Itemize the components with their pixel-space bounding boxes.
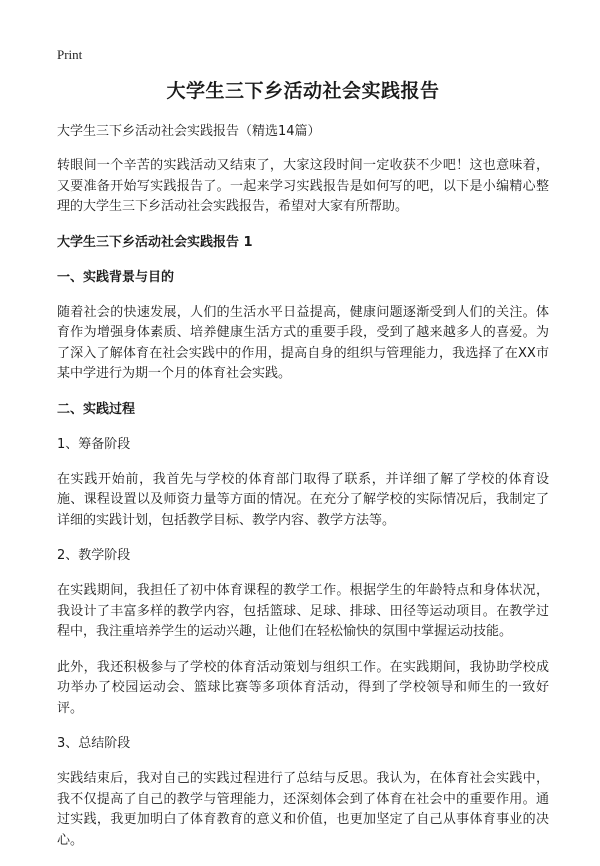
preparation-paragraph: 在实践开始前，我首先与学校的体育部门取得了联系，并详细了解了学校的体育设施、课程设置以及师资力量等方面的情况。在充分了解学校的实际情况后，我制定了详细的实践计划，包括教学目标、教学内容、教学方法等。 bbox=[57, 471, 549, 528]
intro-paragraph: 转眼间一个辛苦的实践活动又结束了，大家这段时间一定收获不少吧！这也意味着，又要准备开始写实践报告了。一起来学习实践报告是如何写的吧，以下是小编精心整理的大学生三下乡活动社会实践报告，希望对大家有所帮助。 bbox=[57, 158, 549, 214]
stage-heading-preparation: 1、筹备阶段 bbox=[57, 436, 131, 452]
summary-paragraph: 实践结束后，我对自己的实践过程进行了总结与反思。我认为，在体育社会实践中，我不仅提高了自己的教学与管理能力，还深刻体会到了体育在社会中的重要作用。通过实践，我更加明白了体育教育的意义和价值，也更加坚定了自己从事体育事业的决心。 bbox=[57, 771, 549, 848]
section-heading-process: 二、实践过程 bbox=[57, 401, 136, 417]
teaching-paragraph-1: 在实践期间，我担任了初中体育课程的教学工作。根据学生的年龄特点和身体状况，我设计了丰富多样的教学内容，包括篮球、足球、排球、田径等运动项目。在教学过程中，我注重培养学生的运动兴趣，让他们在轻松愉快的氛围中掌握运动技能。 bbox=[57, 583, 549, 639]
stage-heading-summary: 3、总结阶段 bbox=[57, 736, 131, 751]
document-body bbox=[57, 76, 549, 866]
document-subtitle: 大学生三下乡活动社会实践报告（精选14篇） bbox=[57, 124, 321, 139]
print-link[interactable]: Print bbox=[57, 47, 83, 62]
report-heading: 大学生三下乡活动社会实践报告 1 bbox=[57, 234, 253, 250]
page-title: 大学生三下乡活动社会实践报告 bbox=[166, 80, 440, 102]
teaching-paragraph-2: 此外，我还积极参与了学校的体育活动策划与组织工作。在实践期间，我协助学校成功举办了校园运动会、篮球比赛等多项体育活动，得到了学校领导和师生的一致好评。 bbox=[57, 659, 549, 716]
stage-heading-teaching: 2、教学阶段 bbox=[57, 548, 131, 563]
background-paragraph: 随着社会的快速发展，人们的生活水平日益提高，健康问题逐渐受到人们的关注。体育作为增强身体素质、培养健康生活方式的重要手段，受到了越来越多人的喜爱。为了深入了解体育在社会实践中的作用，提高自身的组织与管理能力，我选择了在XX市某中学进行为期一个月的体育社会实践。 bbox=[57, 304, 549, 381]
section-heading-background: 一、实践背景与目的 bbox=[57, 269, 175, 285]
